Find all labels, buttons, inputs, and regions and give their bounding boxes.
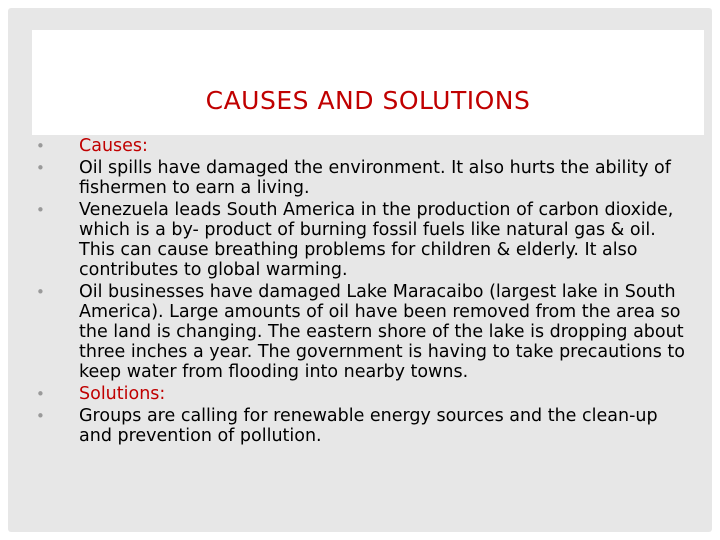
title-box xyxy=(32,30,704,135)
bullet-glyph: • xyxy=(36,385,45,403)
bullet-item-carbon-dioxide xyxy=(36,200,696,280)
bullet-list xyxy=(36,136,696,446)
bullet-glyph: • xyxy=(36,201,45,219)
slide-content xyxy=(36,136,696,448)
bullet-glyph: • xyxy=(36,137,45,155)
bullet-glyph: • xyxy=(36,159,45,177)
bullet-text: Groups are calling for renewable energy sources and the clean-up and prevention of pollution. xyxy=(79,406,658,446)
slide-frame xyxy=(8,8,712,532)
bullet-item-lake-maracaibo xyxy=(36,282,696,382)
bullet-item-renewable-energy xyxy=(36,406,696,446)
bullet-text: Oil businesses have damaged Lake Maracaibo (largest lake in South America). Large amounts of oil have been removed from the area so the land is changing. The eastern shore of the lake is dropping about three inches a year. The government is having to take precautions to keep water from flooding into nearby towns. xyxy=(79,282,685,382)
bullet-text: Venezuela leads South America in the production of carbon dioxide, which is a by- product of burning fossil fuels like natural gas & oil. This can cause breathing problems for children & elderly. It also contributes to global warming. xyxy=(79,200,674,280)
bullet-item-causes xyxy=(36,136,696,156)
slide-title: CAUSES AND SOLUTIONS xyxy=(205,86,531,115)
bullet-glyph: • xyxy=(36,283,45,301)
causes-heading: Causes: xyxy=(79,136,148,156)
bullet-item-oil-spills xyxy=(36,158,696,198)
bullet-item-solutions xyxy=(36,384,696,404)
bullet-text: Oil spills have damaged the environment. It also hurts the ability of fishermen to earn a living. xyxy=(79,158,671,198)
solutions-heading: Solutions: xyxy=(79,384,166,404)
bullet-glyph: • xyxy=(36,407,45,425)
